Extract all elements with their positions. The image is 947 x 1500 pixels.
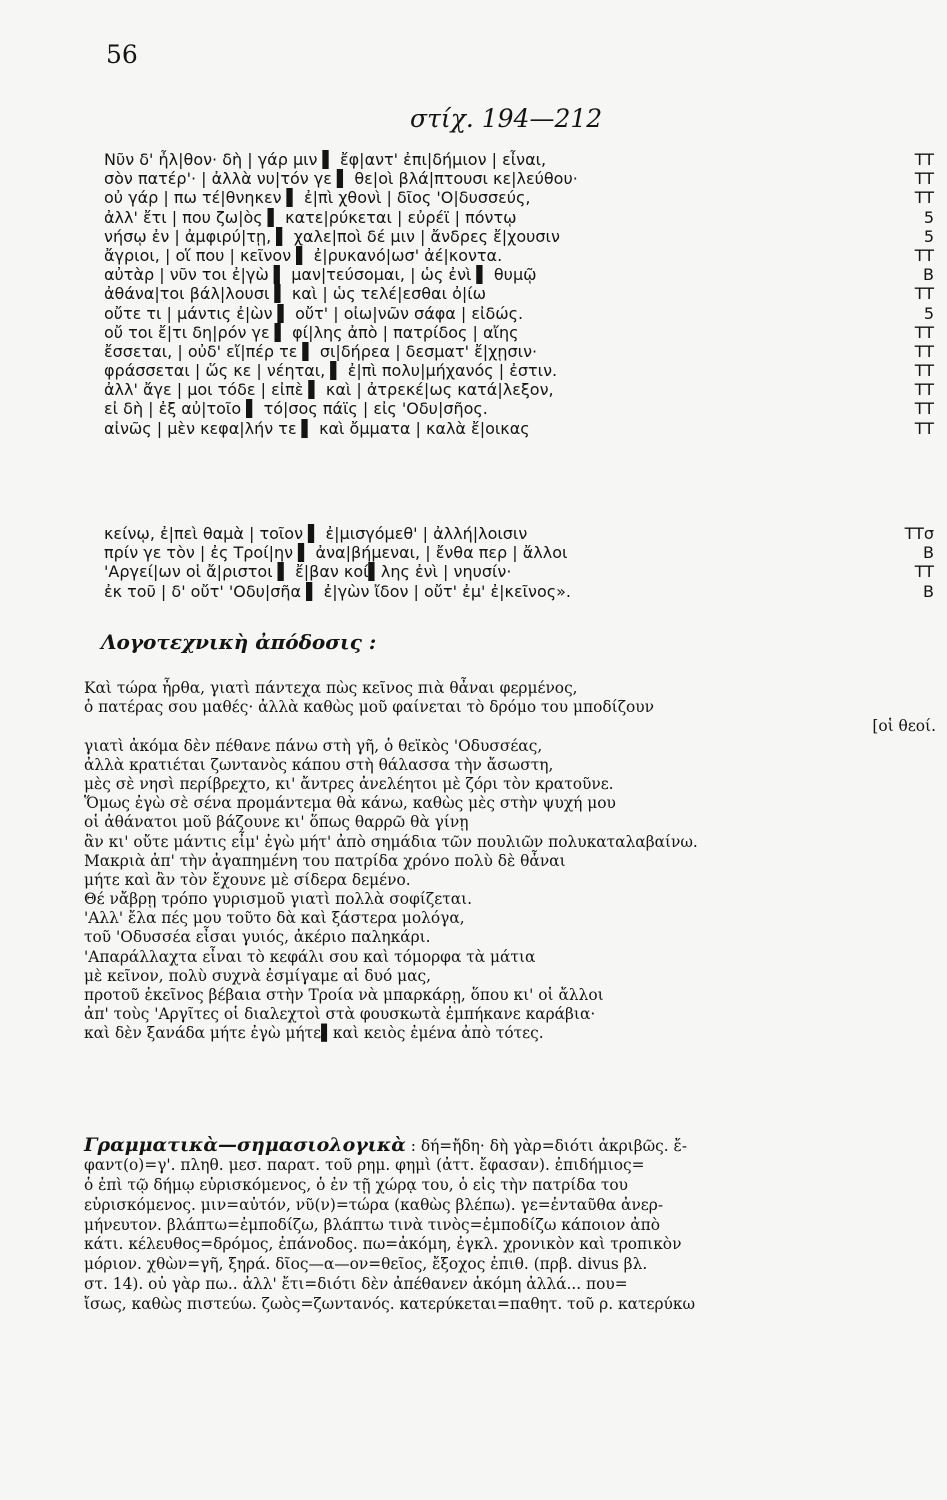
verse-line (104, 188, 940, 207)
verse-text: ἔσσεται, | οὐδ' εἴ|πέρ τε ▌ σι|δήρεα | δεσματ' ἔ|χῃσιν· (104, 341, 538, 361)
verse-text: ἀθάνα|τοι βάλ|λουσι ▌ καὶ | ὡς τελέ|εσθαι ὀ|ίω (104, 284, 487, 304)
verse-text: ἄγριοι, | οἵ που | κεῖνον ▌ ἐ|ρυκανό|ωσ' ἀέ|κοντα. (104, 245, 503, 265)
grammar-note-line: στ. 14). οὐ γὰρ πω.. ἀλλ' ἔτι=διότι δὲν ἀπέθανεν ἀκόμη ἀλλά... που= (84, 1275, 628, 1294)
grammar-note-line: εὑρισκόμενος. μιν=αὐτόν, νῦ(ν)=τώρα (καθὼς βλέπω). γε=ἐνταῦθα ἀνερ- (84, 1195, 664, 1214)
translation-line: 'Απαράλλαχτα εἶναι τὸ κεφάλι σου καὶ τόμορφα τὰ μάτια (84, 947, 536, 966)
verse-text: ἀλλ' ἔτι | που ζω|ὸς ▌ κατε|ρύκεται | εὐρέϊ | πόντῳ (104, 207, 517, 227)
verse-text: οὐ γάρ | πω τέ|θνηκεν ▌ ἐ|πὶ χθονὶ | δῖος 'Ο|δυσσεύς, (104, 188, 531, 208)
grammar-note-line: μόριον. χθὼν=γῆ, ξηρά. δῖος—α—ον=θεῖος, ἔξοχος ἐπιθ. (πρβ. divus βλ. (84, 1255, 648, 1274)
verse-scansion-code: TT (914, 361, 934, 381)
verse-scansion-code: 5 (923, 226, 934, 246)
grammar-notes-block (84, 1136, 936, 1315)
verse-line (104, 246, 940, 265)
verse-scansion-code: TT (914, 341, 934, 361)
verse-scansion-code: TTσ (904, 524, 934, 543)
verse-scansion-code: TT (914, 399, 934, 419)
translation-line: ἀπ' τοὺς 'Αργῖτες οἱ διαλεχτοὶ στὰ φουσκωτὰ ἐμπήκανε καράβια· (84, 1005, 596, 1024)
verse-scansion-code: TT (914, 380, 934, 400)
verse-scansion-code: TT (914, 418, 934, 438)
verse-text: οὔτε τι | μάντις ἐ|ὼν ▌ οὔτ' | οἰω|νῶν σάφα | εἰδώς. (104, 303, 524, 323)
verse-line (104, 419, 940, 438)
verse-text: φράσσεται | ὥς κε | νέηται, ▌ ἐ|πὶ πολυ|μήχανός | ἐστιν. (104, 361, 558, 381)
verse-line (104, 399, 940, 418)
verse-line (104, 227, 940, 246)
translation-line: μὲς σὲ νησὶ περίβρεχτο, κι' ἄντρες ἀνελέητοι μὲ ζόρι τὸν κρατοῦνε. (84, 774, 614, 793)
verse-scansion-code: B (923, 581, 934, 601)
translation-line: Μακριὰ ἀπ' τὴν ἀγαπημένη του πατρίδα χρόνο πολὺ δὲ θἆναι (84, 851, 566, 870)
translation-line: μήτε καὶ ἂν τὸν ἔχουνε μὲ σίδερα δεμένο. (84, 870, 411, 889)
grammar-note-line: φαντ(ο)=γ'. πληθ. μεσ. παρατ. τοῦ ρημ. φημὶ (ἀττ. ἔφασαν). ἐπιδήμιος= (84, 1155, 645, 1174)
verse-text: κείνῳ, ἐ|πεὶ θαμὰ | τοῖον ▌ ἐ|μισγόμεθ' | ἀλλή|λοισιν (104, 524, 528, 543)
verse-scansion-code: TT (914, 169, 934, 189)
verse-line (104, 265, 940, 284)
translation-line: ὁ πατέρας σου μαθές· ἀλλὰ καθὼς μοῦ φαίνεται τὸ δρόμο του μποδίζουν (84, 698, 655, 717)
translation-line: Ὅμως ἐγὼ σὲ σένα προμάντεμα θὰ κάνω, καθὼς μὲς στὴν ψυχή μου (84, 794, 616, 813)
literary-translation-block (84, 679, 936, 1044)
translation-line: ἂν κι' οὔτε μάντις εἶμ' ἐγὼ μήτ' ἀπὸ σημάδια τῶν πουλιῶν πολυκαταλαβαίνω. (84, 832, 698, 851)
verse-line (104, 304, 940, 323)
verse-scansion-code: TT (914, 562, 934, 582)
verse-scansion-code: 5 (923, 207, 934, 227)
verse-line (104, 582, 940, 601)
verse-scansion-code: B (923, 265, 934, 285)
verse-range-heading: στίχ. 194—212 (410, 104, 603, 133)
translation-line: καὶ δὲν ξανάδα μήτε ἐγὼ μήτε▌καὶ κειὸς ἐμένα ἀπὸ τότες. (84, 1024, 544, 1043)
grammar-note-line: ὁ ἐπὶ τῷ δήμῳ εὑρισκόμενος, ὁ ἐν τῇ χώρᾳ του, ὁ εἰς τὴν πατρίδα του (84, 1175, 629, 1194)
verse-line (104, 342, 940, 361)
verse-text: σὸν πατέρ'· | ἀλλὰ νυ|τόν γε ▌ θε|οὶ βλά|πτουσι κε|λεύθου· (104, 169, 578, 189)
verse-text: οὔ τοι ἔ|τι δη|ρόν γε ▌ φί|λης ἀπὸ | πατρίδος | αἴης (104, 322, 519, 342)
verse-text: αἰνῶς | μὲν κεφα|λήν τε ▌ καὶ ὄμματα | καλὰ ἔ|οικας (104, 418, 530, 438)
verse-line (104, 543, 940, 562)
translation-line: τοῦ 'Οδυσσέα εἶσαι γυιός, ἀκέριο παληκάρι. (84, 928, 431, 947)
translation-line: Θέ νἄβρῃ τρόπο γυρισμοῦ γιατὶ πολλὰ σοφίζεται. (84, 890, 473, 909)
grammar-heading: Γραμματικὰ—σημασιολογικὰ (84, 1134, 406, 1156)
greek-verse-block-2 (104, 524, 940, 601)
verse-line (104, 380, 940, 399)
translation-line: 'Αλλ' ἔλα πές μου τοῦτο δὰ καὶ ξάστερα μολόγα, (84, 909, 465, 928)
greek-verse-block-1 (104, 150, 940, 438)
translation-line: ἀλλὰ κρατιέται ζωντανὸς κάπου στὴ θάλασσα τὴν ἄσωστη, (84, 755, 554, 774)
grammar-note-text: : δή=ἤδη· δὴ γὰρ=διότι ἀκριβῶς. ἔ- (405, 1137, 688, 1155)
grammar-note-line: κάτι. κέλευθος=δρόμος, ἐπάνοδος. πω=ἀκόμη, ἐγκλ. χρονικὸν καὶ τροπικὸν (84, 1235, 682, 1254)
verse-line (104, 169, 940, 188)
verse-line (104, 208, 940, 227)
verse-line (104, 361, 940, 380)
verse-scansion-code: TT (914, 322, 934, 342)
verse-scansion-code: 5 (923, 303, 934, 323)
translation-line: οἱ ἀθάνατοι μοῦ βάζουνε κι' ὅπως θαρρῶ θὰ γίνῃ (84, 813, 469, 832)
translation-line: προτοῦ ἐκεῖνος βέβαια στὴν Τροία νὰ μπαρκάρῃ, ὅπου κι' οἱ ἄλλοι (84, 986, 604, 1004)
verse-line (104, 524, 940, 543)
translation-line: [οἱ θεοί. (872, 717, 936, 736)
literary-translation-heading: Λογοτεχνικὴ ἀπόδοσις : (101, 630, 377, 654)
verse-scansion-code: B (923, 543, 934, 563)
verse-text: 'Αργεί|ων οἱ ἄ|ριστοι ▌ ἔ|βαν κοί▌λης ἐνὶ | νηυσίν· (104, 562, 512, 582)
verse-text: εἰ δὴ | ἐξ αὐ|τοῖο ▌ τό|σος πάϊς | εἰς 'Οδυ|σῆος. (104, 399, 488, 419)
verse-line (104, 150, 940, 169)
verse-scansion-code: TT (914, 188, 934, 208)
grammar-note-line: ἴσως, καθὼς πιστεύω. ζωὸς=ζωντανός. κατερύκεται=παθητ. τοῦ ρ. κατερύκω (84, 1295, 696, 1314)
verse-line (104, 562, 940, 581)
verse-text: Νῦν δ' ἦλ|θον· δὴ | γάρ μιν ▌ ἔφ|αντ' ἐπι|δήμιον | εἶναι, (104, 150, 547, 169)
verse-text: ἐκ τοῦ | δ' οὔτ' 'Οδυ|σῆα ▌ ἐ|γὼν ἴδον | οὔτ' ἐμ' ἐ|κεῖνος». (104, 581, 571, 601)
verse-line (104, 284, 940, 303)
verse-scansion-code: TT (914, 245, 934, 265)
verse-text: πρίν γε τὸν | ἐς Τροί|ην ▌ ἀνα|βήμεναι, | ἔνθα περ | ἄλλοι (104, 543, 568, 563)
grammar-note-line: μήνευτον. βλάπτω=ἐμποδίζω, βλάπτω τινὰ τινὸς=ἐμποδίζω κάποιον ἀπὸ (84, 1215, 661, 1234)
translation-line: μὲ κεῖνον, πολὺ συχνὰ ἐσμίγαμε αἱ δυό μας, (84, 966, 432, 985)
grammar-note-line (84, 1136, 936, 1156)
page-number: 56 (106, 40, 138, 69)
verse-text: ἀλλ' ἄγε | μοι τόδε | εἰπὲ ▌ καὶ | ἀτρεκέ|ως κατά|λεξον, (104, 380, 554, 400)
translation-line: γιατὶ ἀκόμα δὲν πέθανε πάνω στὴ γῆ, ὁ θεϊκὸς 'Οδυσσέας, (84, 736, 543, 755)
verse-scansion-code: TT (914, 284, 934, 304)
verse-line (104, 323, 940, 342)
verse-scansion-code: TT (914, 150, 934, 169)
verse-text: αὐτὰρ | νῦν τοι ἐ|γὼ ▌ μαν|τεύσομαι, | ὡς ἐνὶ ▌ θυμῷ (104, 265, 537, 285)
verse-text: νήσῳ ἐν | ἀμφιρύ|τῃ, ▌ χαλε|ποὶ δέ μιν | ἄνδρες ἔ|χουσιν (104, 226, 560, 246)
translation-line: Καὶ τώρα ἦρθα, γιατὶ πάντεχα πὼς κεῖνος πιὰ θἆναι φερμένος, (84, 679, 578, 697)
